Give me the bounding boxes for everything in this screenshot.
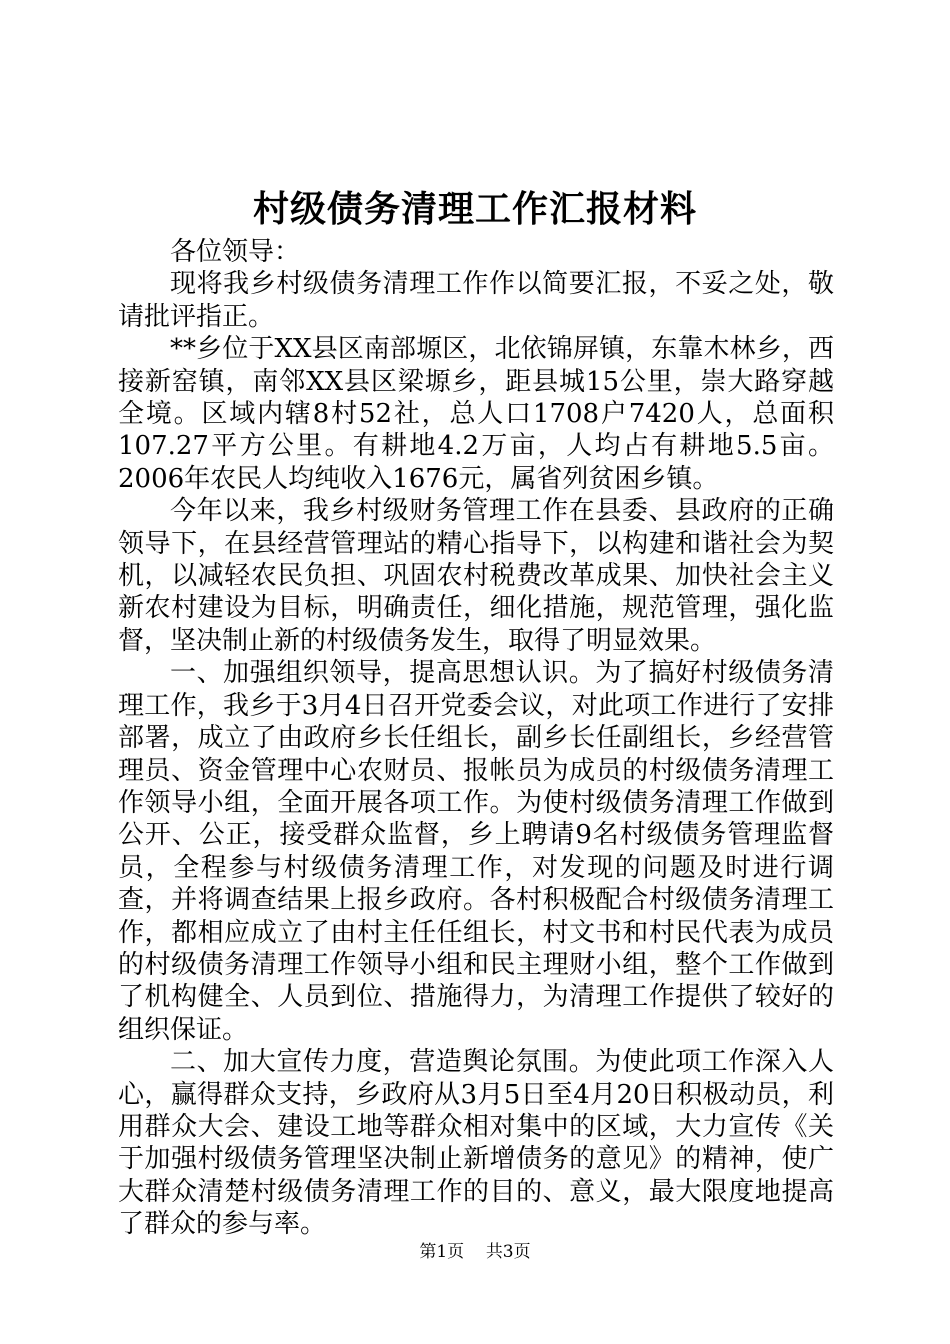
paragraph-intro: 现将我乡村级债务清理工作作以简要汇报，不妥之处，敬请批评指正。 [118,269,834,332]
paragraph-overview: **乡位于XX县区南部塬区，北依锦屏镇，东靠木林乡，西接新窑镇，南邻XX县区梁塬乡，距县城15公里，崇大路穿越全境。区域内辖8村52社，总人口1708户7420人，总面积107.27平方公里。有耕地4.2万亩，人均占有耕地5.5亩。2006年农民人均纯收入1676元，属省列贫困乡镇。 [118,334,834,494]
paragraph-section-1: 一、加强组织领导，提高思想认识。为了搞好村级债务清理工作，我乡于3月4日召开党委会议，对此项工作进行了安排部署，成立了由政府乡长任组长，副乡长任副组长，乡经营管理员、资金管理中心农财员、报帐员为成员的村级债务清理工作领导小组，全面开展各项工作。为使村级债务清理工作做到公开、公正，接受群众监督，乡上聘请9名村级债务管理监督员，全程参与村级债务清理工作，对发现的问题及时进行调查，并将调查结果上报乡政府。各村积极配合村级债务清理工作，都相应成立了由村主任任组长，村文书和村民代表为成员的村级债务清理工作领导小组和民主理财小组，整个工作做到了机构健全、人员到位、措施得力，为清理工作提供了较好的组织保证。 [118,658,834,1045]
document-title: 村级债务清理工作汇报材料 [252,188,697,230]
page-footer [0,1240,950,1264]
paragraph-section-2: 二、加大宣传力度，营造舆论氛围。为使此项工作深入人心，赢得群众支持，乡政府从3月5日至4月20日积极动员，利用群众大会、建设工地等群众相对集中的区域，大力宣传《关于加强村级债务管理坚决制止新增债务的意见》的精神，使广大群众清楚村级债务清理工作的目的、意义，最大限度地提高了群众的参与率。 [118,1047,834,1240]
paragraph-summary: 今年以来，我乡村级财务管理工作在县委、县政府的正确领导下，在县经营管理站的精心指导下，以构建和谐社会为契机，以减轻农民负担、巩固农村税费改革成果、加快社会主义新农村建设为目标，明确责任，细化措施，规范管理，强化监督，坚决制止新的村级债务发生，取得了明显效果。 [118,496,834,656]
salutation: 各位领导： [170,237,301,267]
page-number: 第1页 [419,1242,465,1262]
page-separator [470,1242,481,1262]
document-body [118,236,834,1241]
page-total: 共3页 [485,1242,531,1262]
